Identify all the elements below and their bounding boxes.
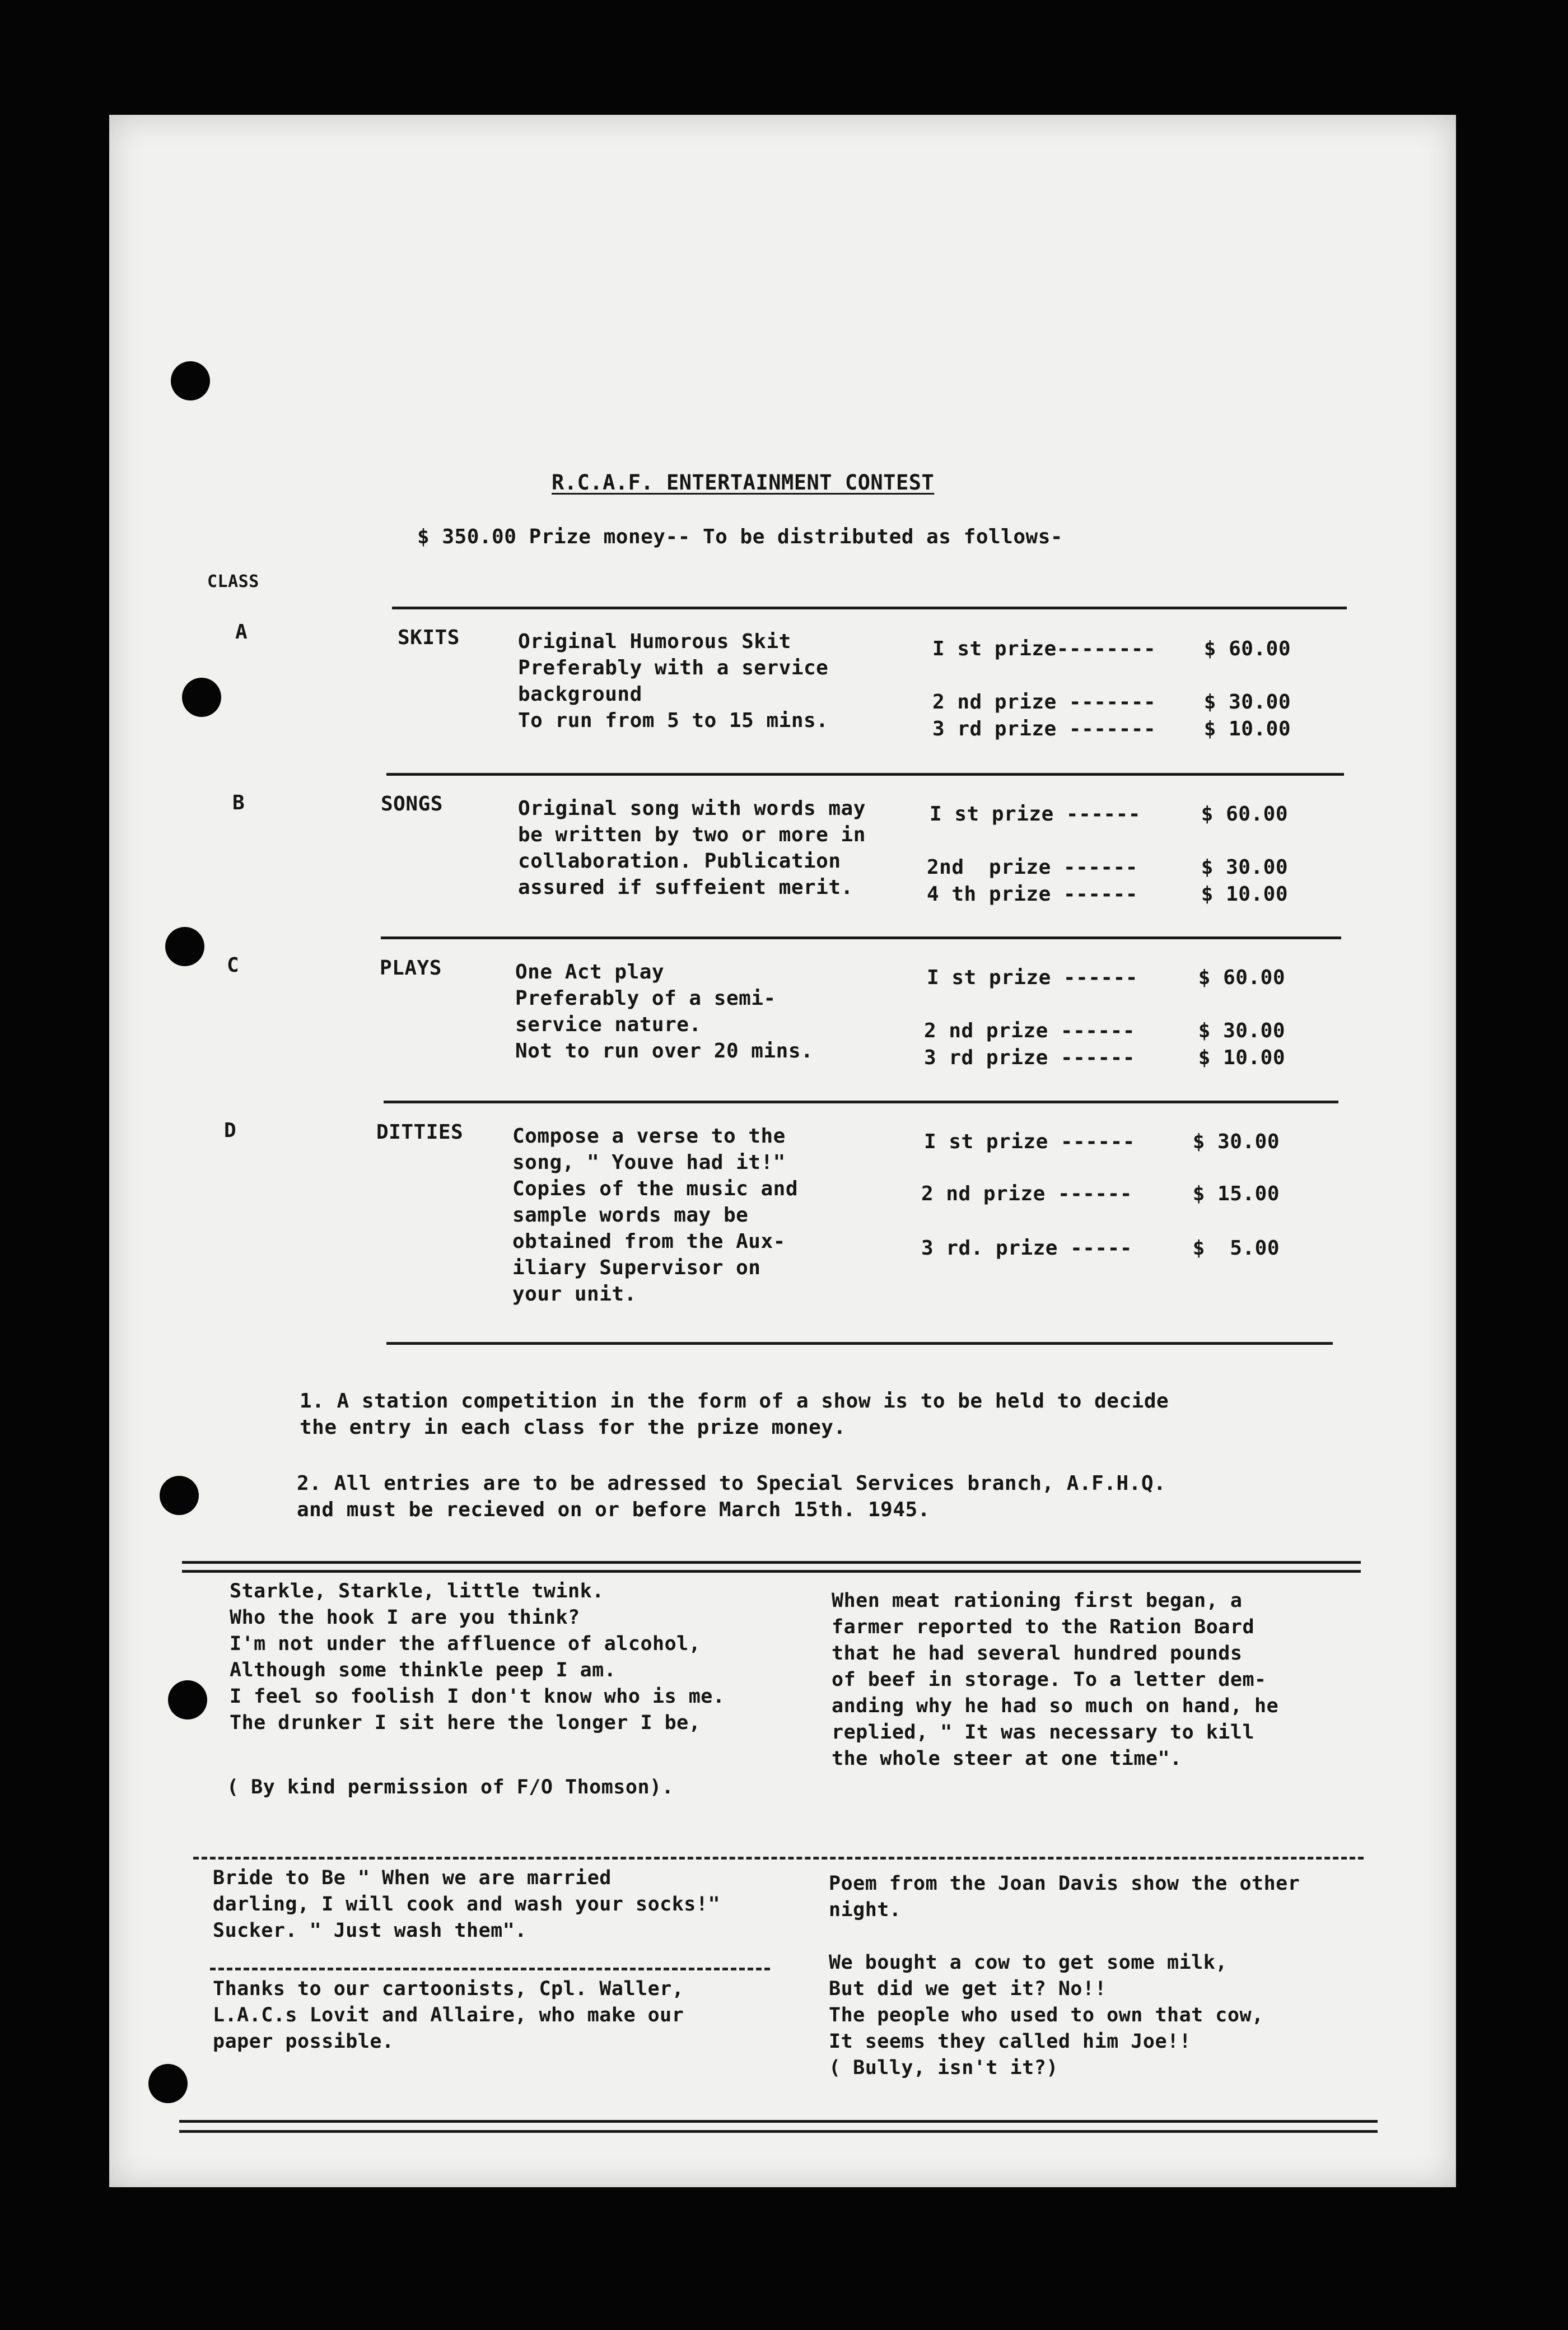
prize-amount: $ 60.00 [1198, 966, 1285, 989]
prize-amount: $ 30.00 [1192, 1130, 1280, 1153]
bride-joke: Bride to Be " When we are married darling, I will cook and wash your socks!" Sucker. " Just wash them". [213, 1867, 721, 1942]
starkle-poem: Starkle, Starkle, little twink. Who the hook I are you think? I'm not under the affluence of alcohol, Although some thinkle peep I am. I feel so foolish I don't know who is me. The drunker I sit here the longer I be, [230, 1580, 725, 1734]
joan-davis-poem: Poem from the Joan Davis show the other night. We bought a cow to get some milk, But did we get it? No!! The people who used to own that cow, It seems they called him Joe!! ( Bully, isn't it?) [829, 1872, 1300, 2079]
binder-hole [171, 361, 210, 400]
prize-amount: $ 30.00 [1203, 691, 1291, 714]
class-heading: CLASS [207, 572, 259, 591]
note-1: 1. A station competition in the form of a show is to be held to decide the entry in each class for the prize money. [300, 1390, 1169, 1439]
bottom-rule [179, 2130, 1378, 2133]
separator-rule [182, 1561, 1361, 1564]
prize-label: I st prize ------ [927, 966, 1138, 989]
prize-amount: $ 30.00 [1198, 1019, 1285, 1042]
class-letter: C [227, 954, 240, 977]
prize-label: 2nd prize ------ [927, 856, 1138, 879]
class-letter: D [224, 1119, 237, 1142]
cartoonists-thanks: Thanks to our cartoonists, Cpl. Waller, L.A.C.s Lovit and Allaire, who make our paper possible. [213, 1978, 684, 2053]
binder-hole [148, 2064, 188, 2103]
binder-hole [182, 678, 221, 717]
prize-amount: $ 60.00 [1203, 637, 1291, 660]
note-2: 2. All entries are to be adressed to Special Services branch, A.F.H.Q. and must be recieved on or before March 15th. 1945. [297, 1472, 1166, 1521]
meat-rationing-story: When meat rationing first began, a farmer reported to the Ration Board that he had several hundred pounds of beef in storage. To a letter dem- anding why he had so much on hand, he replied, " It was necessary to kill the whole steer at one time". [832, 1590, 1279, 1770]
prize-label: I st prize ------ [930, 803, 1141, 826]
prize-label: I st prize-------- [932, 637, 1156, 660]
prize-money-subtitle: $ 350.00 Prize money-- To be distributed as follows- [417, 525, 1063, 548]
class-letter: A [235, 621, 248, 644]
prize-label: I st prize ------ [924, 1130, 1135, 1153]
section-rule [392, 607, 1347, 609]
prize-amount: $ 60.00 [1201, 803, 1288, 826]
section-rule [386, 773, 1344, 776]
prize-label: 3 rd prize ------ [924, 1046, 1135, 1069]
prize-amount: $ 10.00 [1198, 1046, 1285, 1069]
dashed-separator [193, 1857, 1364, 1860]
class-category: SKITS [398, 626, 460, 649]
prize-amount: $ 10.00 [1201, 883, 1288, 906]
class-description: One Act play Preferably of a semi- service nature. Not to run over 20 mins. [515, 961, 814, 1063]
class-category: PLAYS [380, 957, 442, 980]
binder-hole [165, 927, 204, 966]
class-description: Original song with words may be written by two or more in collaboration. Publication assured if suffeient merit. [518, 797, 866, 899]
class-description: Compose a verse to the song, " Youve had it!" Copies of the music and sample words may be obtained from the Aux- iliary Supervisor on your unit. [512, 1125, 798, 1306]
class-letter: B [232, 791, 245, 814]
class-category: DITTIES [376, 1121, 464, 1144]
poem-credit: ( By kind permission of F/O Thomson). [227, 1776, 674, 1798]
binder-hole [160, 1476, 199, 1515]
prize-amount: $ 10.00 [1203, 717, 1291, 740]
prize-label: 3 rd. prize ----- [921, 1237, 1132, 1260]
prize-label: 4 th prize ------ [927, 883, 1138, 906]
prize-label: 3 rd prize ------- [932, 717, 1156, 740]
prize-label: 2 nd prize ------ [921, 1182, 1132, 1205]
bottom-rule [179, 2120, 1378, 2123]
separator-rule [182, 1570, 1361, 1573]
prize-amount: $ 30.00 [1201, 856, 1288, 879]
section-rule [384, 1101, 1338, 1103]
prize-amount: $ 15.00 [1192, 1182, 1280, 1205]
dashed-separator-short [210, 1968, 770, 1970]
class-description: Original Humorous Skit Preferably with a service background To run from 5 to 15 mins. [518, 630, 829, 732]
class-category: SONGS [381, 793, 443, 816]
binder-hole [168, 1680, 207, 1719]
prize-amount: $ 5.00 [1192, 1237, 1280, 1260]
section-rule [381, 936, 1341, 939]
prize-label: 2 nd prize ------- [932, 691, 1156, 714]
section-rule [386, 1342, 1333, 1345]
prize-label: 2 nd prize ------ [924, 1019, 1135, 1042]
contest-title: R.C.A.F. ENTERTAINMENT CONTEST [552, 470, 935, 495]
